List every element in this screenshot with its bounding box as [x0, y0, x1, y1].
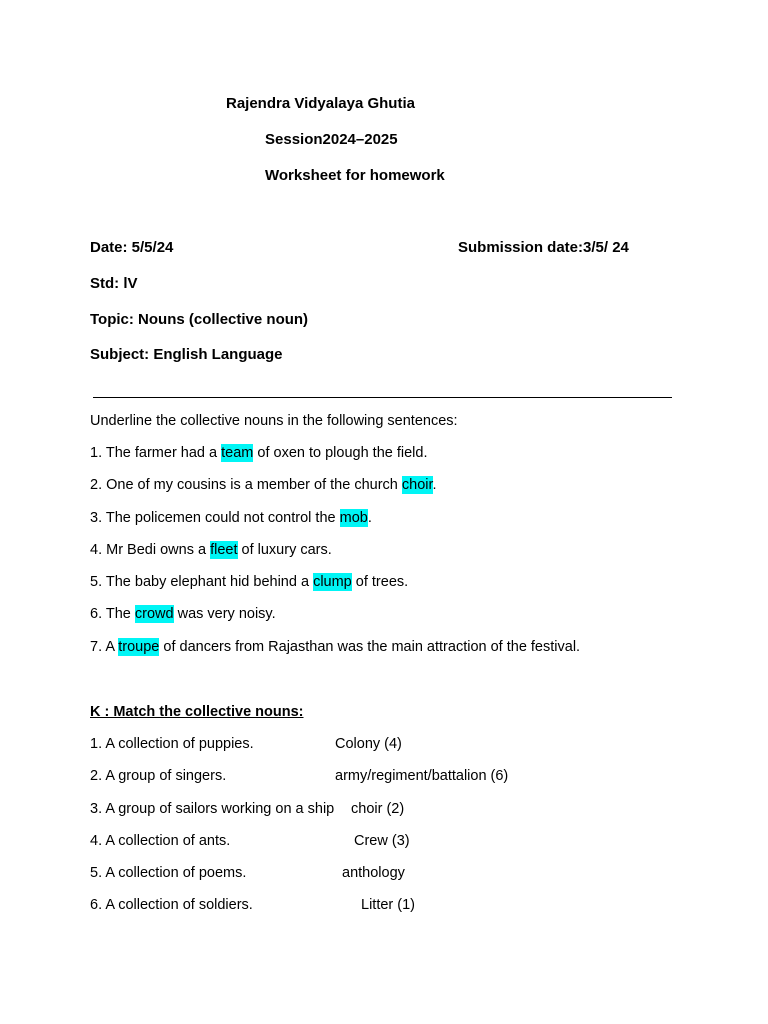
match-right-4: Crew (3) [354, 833, 410, 849]
sentence-7: 7. A troupe of dancers from Rajasthan was the main attraction of the festival. [90, 639, 581, 655]
match-left-2: 2. A group of singers. [90, 768, 227, 784]
collective-noun-highlight: crowd [134, 606, 174, 622]
match-right-5: anthology [342, 865, 405, 881]
school-name: Rajendra Vidyalaya Ghutia [226, 95, 415, 112]
collective-noun-highlight: team [221, 445, 254, 461]
submission-date: Submission date:3/5/ 24 [458, 239, 629, 256]
sentence-5: 5. The baby elephant hid behind a clump of trees. [90, 574, 409, 590]
match-right-6: Litter (1) [361, 897, 415, 913]
match-left-5: 5. A collection of poems. [90, 865, 247, 881]
exercise1-instruction: Underline the collective nouns in the following sentences: [90, 413, 458, 429]
match-left-4: 4. A collection of ants. [90, 833, 231, 849]
collective-noun-highlight: clump [313, 574, 352, 590]
match-left-1: 1. A collection of puppies. [90, 736, 254, 752]
worksheet-title: Worksheet for homework [265, 167, 445, 184]
match-left-6: 6. A collection of soldiers. [90, 897, 253, 913]
match-right-1: Colony (4) [335, 736, 402, 752]
sentence-2: 2. One of my cousins is a member of the church choir. [90, 477, 437, 493]
topic-label: Topic: Nouns (collective noun) [90, 311, 309, 328]
sentence-1: 1. The farmer had a team of oxen to plough the field. [90, 445, 428, 461]
std-label: Std: lV [90, 275, 138, 292]
subject-label: Subject: English Language [90, 346, 283, 363]
sentence-4: 4. Mr Bedi owns a fleet of luxury cars. [90, 542, 332, 558]
collective-noun-highlight: choir [401, 477, 433, 493]
exercise2-heading: K : Match the collective nouns: [90, 704, 304, 720]
collective-noun-highlight: troupe [118, 639, 160, 655]
collective-noun-highlight: fleet [210, 542, 238, 558]
sentence-6: 6. The crowd was very noisy. [90, 606, 276, 622]
session-label: Session2024–2025 [265, 131, 398, 148]
match-right-2: army/regiment/battalion (6) [335, 768, 509, 784]
sentence-3: 3. The policemen could not control the mob. [90, 510, 372, 526]
date-label: Date: 5/5/24 [90, 239, 174, 256]
divider-line [93, 397, 672, 398]
match-left-3: 3. A group of sailors working on a ship [90, 801, 335, 817]
match-right-3: choir (2) [351, 801, 405, 817]
collective-noun-highlight: mob [339, 510, 368, 526]
